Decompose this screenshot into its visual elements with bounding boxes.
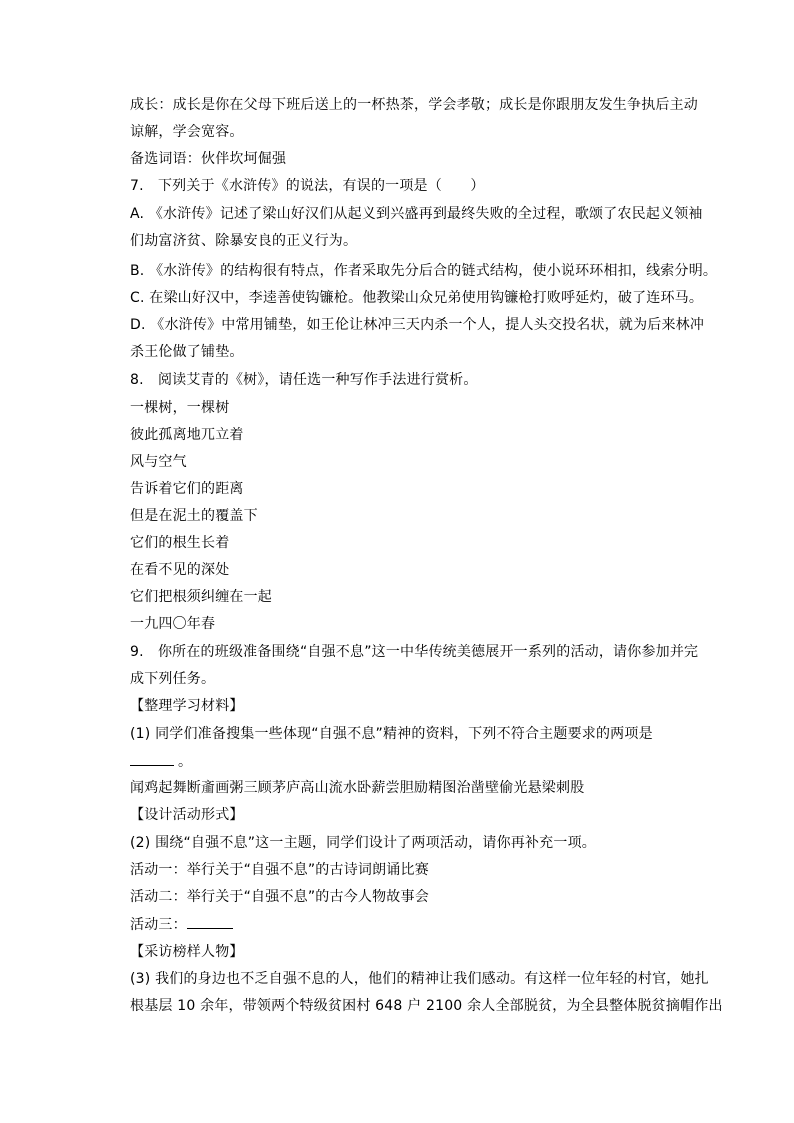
q7-option-a-line-1: A. 《水浒传》记述了梁山好汉们从起义到兴盛再到最终失败的全过程，歌颂了农民起义领袖 — [130, 206, 703, 222]
question-7-stem: 7. 下列关于《水浒传》的说法，有误的一项是（ ） — [130, 178, 485, 194]
q7-option-d-line-2: 杀王伦做了铺垫。 — [130, 344, 244, 360]
activity-1: 活动一：举行关于“自强不息”的古诗词朗诵比赛 — [130, 862, 429, 878]
q7-option-c: C. 在梁山好汉中，李逵善使钩镰枪。他教梁山众兄弟使用钩镰枪打败呼延灼，破了连环马。 — [130, 290, 704, 306]
section-heading-materials: 【整理学习材料】 — [130, 698, 244, 714]
q7-option-b: B. 《水浒传》的结构很有特点，作者采取先分后合的链式结构，使小说环环相扣，线索分明。 — [130, 263, 718, 279]
activity-3-label: 活动三： — [130, 917, 187, 933]
idiom-list: 闻鸡起舞断齑画粥三顾茅庐高山流水卧薪尝胆励精图治凿壁偷光悬梁刺股 — [130, 780, 585, 796]
question-8-stem: 8. 阅读艾青的《树》，请任选一种写作手法进行赏析。 — [130, 372, 478, 388]
word-bank: 备选词语：伙伴坎坷倔强 — [130, 151, 287, 167]
poem-line: 风与空气 — [130, 454, 187, 470]
poem-line: 彼此孤离地兀立着 — [130, 427, 244, 443]
question-9-stem-line-1: 9. 你所在的班级准备围绕“自强不息”这一中华传统美德展开一系列的活动，请你参加并完 — [130, 644, 699, 660]
poem-line: 它们把根须纠缠在一起 — [130, 589, 272, 605]
q7-option-a-line-2: 们劫富济贫、除暴安良的正义行为。 — [130, 233, 358, 249]
answer-blank[interactable] — [130, 751, 174, 766]
poem-line: 告诉着它们的距离 — [130, 481, 244, 497]
section-heading-interview: 【采访榜样人物】 — [130, 944, 244, 960]
poem-line: 在看不见的深处 — [130, 562, 230, 578]
answer-period: 。 — [178, 754, 193, 770]
intro-line-1: 成长：成长是你在父母下班后送上的一杯热茶，学会孝敬；成长是你跟朋友发生争执后主动 — [130, 97, 698, 113]
q9-part-1-answer-line — [130, 751, 192, 772]
activity-3-blank[interactable] — [187, 914, 233, 929]
q9-part-2-prompt: (2) 围绕“自强不息”这一主题，同学们设计了两项活动，请你再补充一项。 — [130, 835, 596, 851]
activity-3 — [130, 914, 233, 935]
poem-date: 一九四〇年春 — [130, 616, 216, 632]
q9-part-3-line-2: 根基层 10 余年，带领两个特级贫困村 648 户 2100 余人全部脱贫，为全县整体脱贫摘帽作出 — [130, 998, 723, 1014]
q7-option-d-line-1: D. 《水浒传》中常用铺垫，如王伦让林冲三天内杀一个人，提人头交投名状，就为后来林冲 — [130, 317, 705, 333]
intro-line-2: 谅解，学会宽容。 — [130, 124, 244, 140]
q9-part-3-line-1: (3) 我们的身边也不乏自强不息的人，他们的精神让我们感动。有这样一位年轻的村官，她扎 — [130, 971, 709, 987]
question-9-stem-line-2: 成下列任务。 — [130, 671, 216, 687]
section-heading-activities: 【设计活动形式】 — [130, 807, 244, 823]
poem-line: 一棵树，一棵树 — [130, 400, 230, 416]
poem-line: 但是在泥土的覆盖下 — [130, 508, 258, 524]
q9-part-1-prompt: (1) 同学们准备搜集一些体现“自强不息”精神的资料，下列不符合主题要求的两项是 — [130, 726, 653, 742]
poem-line: 它们的根生长着 — [130, 535, 230, 551]
activity-2: 活动二：举行关于“自强不息”的古今人物故事会 — [130, 889, 429, 905]
